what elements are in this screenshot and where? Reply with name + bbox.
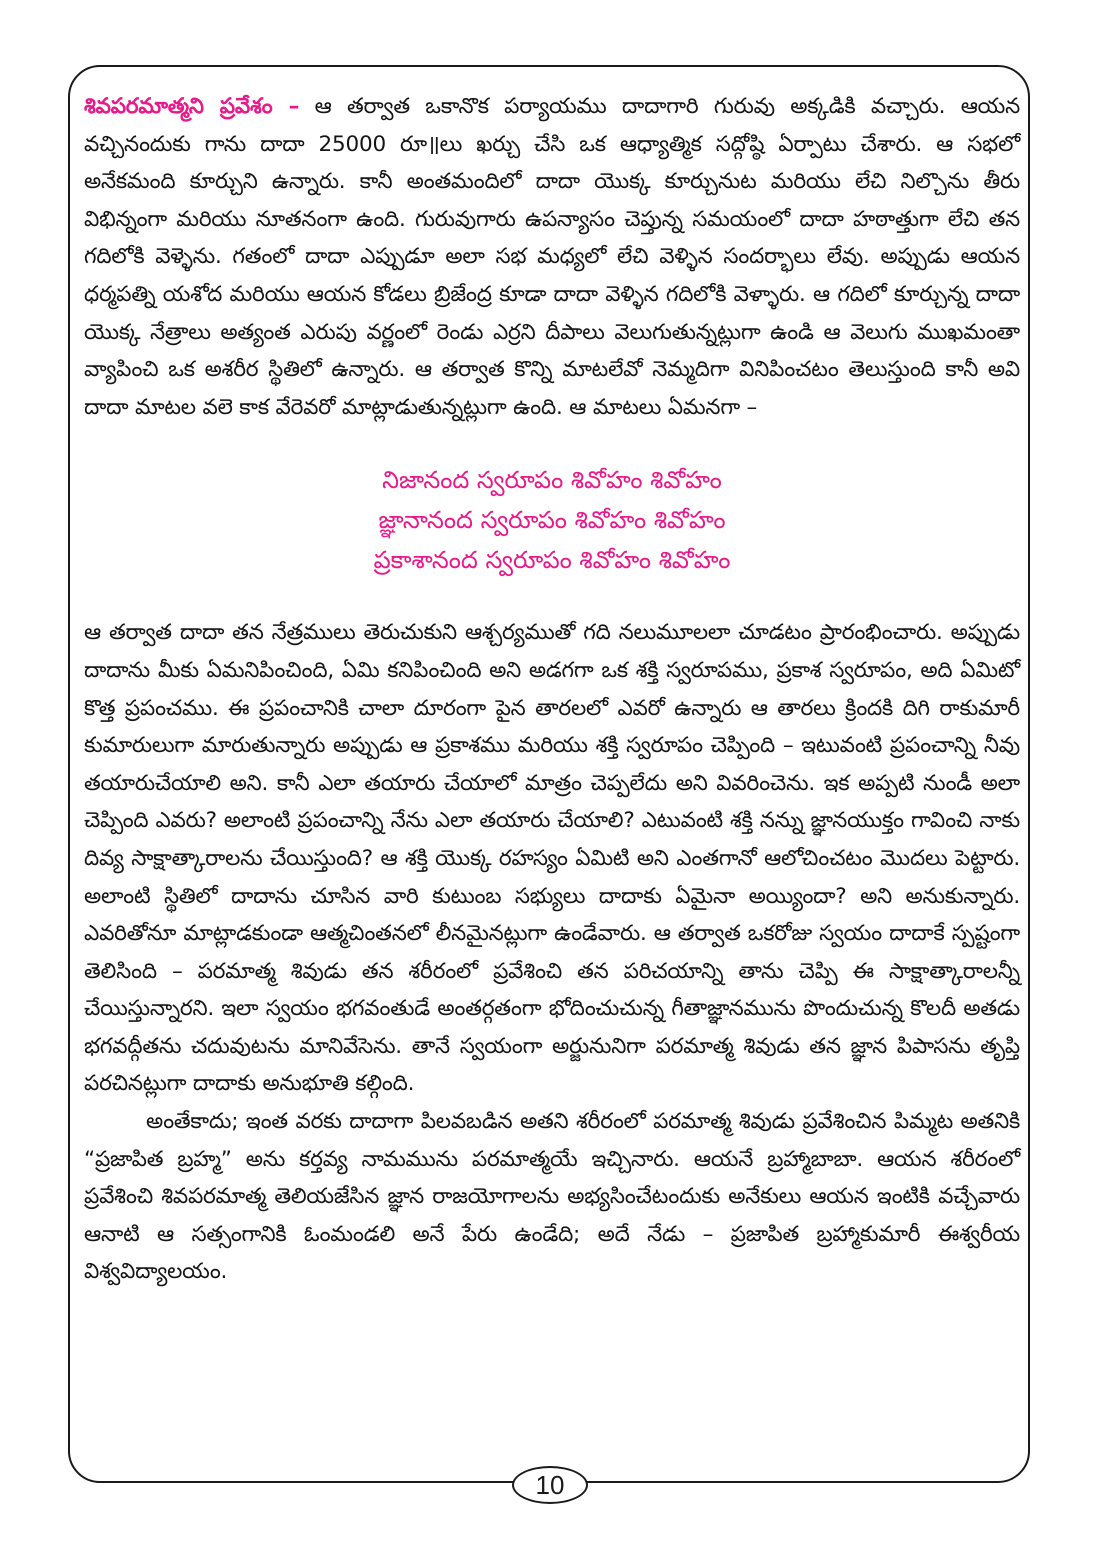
verse-block [84, 460, 1020, 580]
verse-line: జ్ఞానానంద స్వరూపం శివోహం శివోహం [378, 506, 726, 535]
paragraph-3: అంతేకాదు; ఇంత వరకు దాదాగా పిలవబడిన అతని శరీరంలో పరమాత్మ శివుడు ప్రవేశించిన పిమ్మట అతనికి “ప్రజాపిత బ్రహ్మ” అను కర్తవ్య నామమును పరమాత్మయే ఇచ్చినారు. ఆయనే బ్రహ్మాబాబా. ఆయన శరీరంలో ప్రవేశించి శివపరమాత్మ తెలియజేసిన జ్ఞాన రాజయోగాలను అభ్యసించేటందుకు అనేకులు ఆయన ఇంటికి వచ్చేవారు ఆనాటి ఆ సత్సంగానికి ఓంమండలి అనే పేరు ఉండేది; అదే నేడు – ప్రజాపిత బ్రహ్మాకుమారీ ఈశ్వరీయ విశ్వవిద్యాలయం. [84, 1109, 1020, 1285]
paragraph-2: ఆ తర్వాత దాదా తన నేత్రములు తెరుచుకుని ఆశ్చర్యముతో గది నలుమూలలా చూడటం ప్రారంభించారు. అప్పుడు దాదాను మీకు ఏమనిపించింది, ఏమి కనిపించింది అని అడగగా ఒక శక్తి స్వరూపము, ప్రకాశ స్వరూపం, అది ఏమిటో కొత్త ప్రపంచము. ఈ ప్రపంచానికి చాలా దూరంగా పైన తారలలో ఎవరో ఉన్నారు ఆ తారలు క్రిందకి దిగి రాకుమారీ కుమారులుగా మారుతున్నారు అప్పుడు ఆ ప్రకాశము మరియు శక్తి స్వరూపం చెప్పింది – ఇటువంటి ప్రపంచాన్ని నీవు తయారుచేయాలి అని. కానీ ఎలా తయారు చేయాలో మాత్రం చెప్పలేదు అని వివరించెను. ఇక అప్పటి నుండీ అలా చెప్పింది ఎవరు? అలాంటి ప్రపంచాన్ని నేను ఎలా తయారు చేయాలి? ఎటువంటి శక్తి నన్ను జ్ఞానయుక్తం గావించి నాకు దివ్య సాక్షాత్కారాలను చేయిస్తుంది? ఆ శక్తి యొక్క రహస్యం ఏమిటి అని ఎంతగానో ఆలోచించటం మొదలు పెట్టారు. అలాంటి స్థితిలో దాదాను చూసిన వారి కుటుంబ సభ్యులు దాదాకు ఏమైనా అయ్యిందా? అని అనుకున్నారు. ఎవరితోనూ మాట్లాడకుండా ఆత్మచింతనలో లీనమైనట్లుగా ఉండేవారు. ఆ తర్వాత ఒకరోజు స్వయం దాదాకే స్పష్టంగా తెలిసింది – పరమాత్మ శివుడు తన శరీరంలో ప్రవేశించి తన పరిచయాన్ని తాను చెప్పి ఈ సాక్షాత్కారాలన్నీ చేయిస్తున్నారని. ఇలా స్వయం భగవంతుడే అంతర్గతంగా భోదించుచున్న గీతాజ్ఞానమును పొందుచున్న కొలదీ అతడు భగవద్గీతను చదువుటను మానివేసెను. తానే స్వయంగా అర్జునునిగా పరమాత్మ శివుడు తన జ్ఞాన పిపాసను తృప్తి పరచినట్లుగా దాదాకు అనుభూతి కల్గింది. [84, 620, 1020, 1097]
page-number [512, 1466, 588, 1504]
page-content [84, 88, 1020, 1291]
page-number-text: 10 [535, 1469, 565, 1500]
section-heading: శివపరమాత్మని ప్రవేశం – [84, 94, 300, 119]
paragraph-1-text: ఆ తర్వాత ఒకానొక పర్యాయము దాదాగారి గురువు అక్కడికి వచ్చారు. ఆయన వచ్చినందుకు గాను దాదా 25000 రూ॥లు ఖర్చు చేసి ఒక ఆధ్యాత్మిక సద్గోష్ఠి ఏర్పాటు చేశారు. ఆ సభలో అనేకమంది కూర్చుని ఉన్నారు. కానీ అంతమందిలో దాదా యొక్క కూర్చునుట మరియు లేచి నిల్చొను తీరు విభిన్నంగా మరియు నూతనంగా ఉంది. గురువుగారు ఉపన్యాసం చెప్తున్న సమయంలో దాదా హఠాత్తుగా లేచి తన గదిలోకి వెళ్ళెను. గతంలో దాదా ఎప్పుడూ అలా సభ మధ్యలో లేచి వెళ్ళిన సందర్భాలు లేవు. అప్పుడు ఆయన ధర్మపత్ని యశోద మరియు ఆయన కోడలు బ్రిజేంద్ర కూడా దాదా వెళ్ళిన గదిలోకి వెళ్ళారు. ఆ గదిలో కూర్చున్న దాదా యొక్క నేత్రాలు అత్యంత ఎరుపు వర్ణంలో రెండు ఎర్రని దీపాలు వెలుగుతున్నట్లుగా ఉండి ఆ వెలుగు ముఖమంతా వ్యాపించి ఒక అశరీర స్థితిలో ఉన్నారు. ఆ తర్వాత కొన్ని మాటలేవో నెమ్మదిగా వినిపించటం తెలుస్తుంది కానీ అవి దాదా మాటల వలె కాక వేరెవరో మాట్లాడుతున్నట్లుగా ఉంది. ఆ మాటలు ఏమనగా – [84, 94, 1021, 420]
paragraph-1 [84, 88, 1020, 426]
verse-line: నిజానంద స్వరూపం శివోహం శివోహం [382, 466, 722, 495]
verse-line: ప్రకాశానంద స్వరూపం శివోహం శివోహం [373, 546, 731, 575]
